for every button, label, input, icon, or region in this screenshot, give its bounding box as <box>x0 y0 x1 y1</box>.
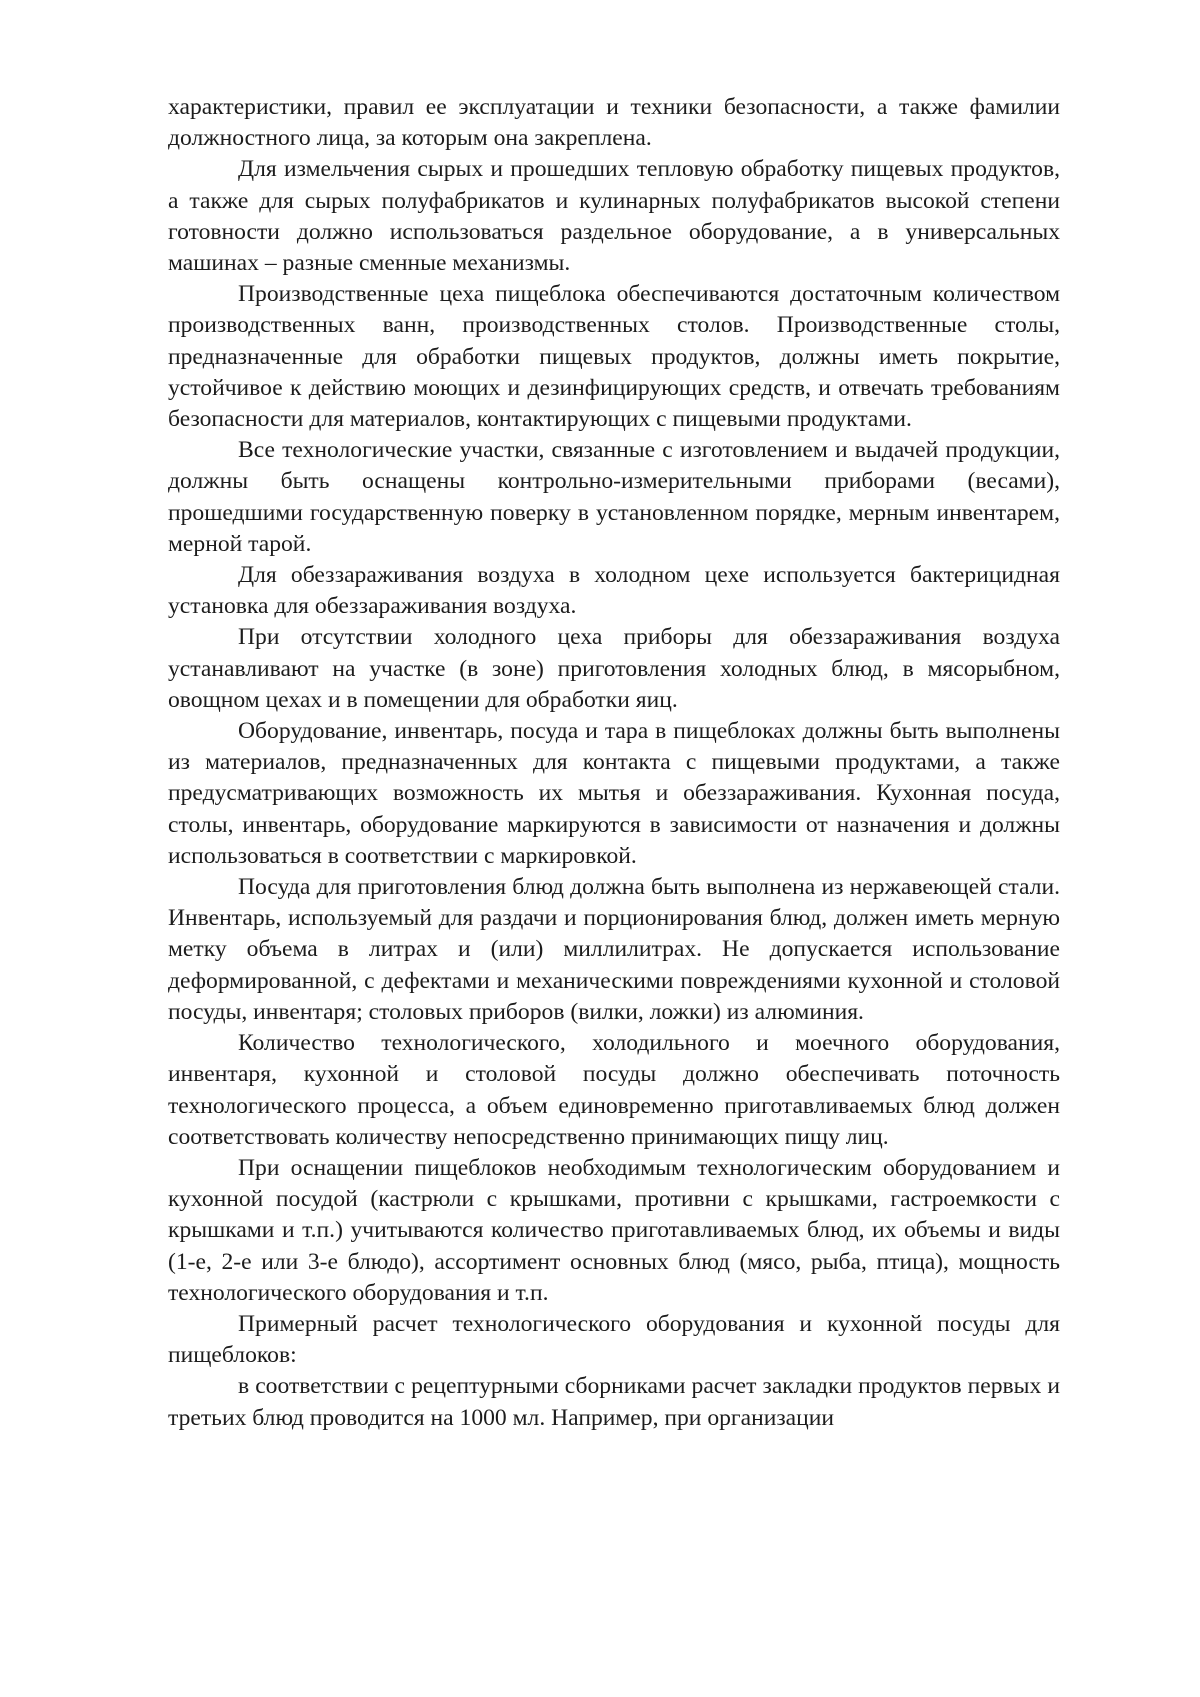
paragraph-equipment-quantity: Количество технологического, холодильного и моечного оборудования, инвентаря, кухонной и столовой посуды должно обеспечивать поточность технологического процесса, а объем единовременно приготавливаемых блюд должен соответствовать количеству непосредственно принимающих пищу лиц. <box>168 1030 1060 1150</box>
paragraph-cookware: Посуда для приготовления блюд должна быть выполнена из нержавеющей стали. Инвентарь, используемый для раздачи и порционирования блюд, должен иметь мерную метку объема в литрах и (или) миллилитрах. Не допускается использование деформированной, с дефектами и механическими повреждениями кухонной и столовой посуды, инвентаря; столовых приборов (вилки, ложки) из алюминия. <box>168 874 1060 1025</box>
paragraph-production-tables: Производственные цеха пищеблока обеспечиваются достаточным количеством производственных ванн, производственных столов. Производственные столы, предназначенные для обработки пищевых продуктов, должны иметь покрытие, устойчивое к действию моющих и дезинфицирующих средств, и отвечать требованиям безопасности для материалов, контактирующих с пищевыми продуктами. <box>168 281 1060 433</box>
paragraph-continuation: характеристики, правил ее эксплуатации и техники безопасности, а также фамилии должностного лица, за которым она закреплена. <box>168 94 1060 152</box>
paragraph-equipment-separation: Для измельчения сырых и прошедших тепловую обработку пищевых продуктов, а также для сырых полуфабрикатов и кулинарных полуфабрикатов высокой степени готовности должно использоваться раздельное оборудование, а в универсальных машинах – разные сменные механизмы. <box>168 156 1060 277</box>
document-page <box>168 92 1060 1434</box>
paragraph-measuring-devices: Все технологические участки, связанные с изготовлением и выдачей продукции, должны быть оснащены контрольно-измерительными приборами (весами), прошедшими государственную поверку в установленном порядке, мерным инвентарем, мерной тарой. <box>168 437 1060 557</box>
paragraph-recipe-calculation: в соответствии с рецептурными сборниками расчет закладки продуктов первых и третьих блюд проводится на 1000 мл. Например, при организации <box>168 1373 1060 1431</box>
paragraph-air-disinfection: Для обеззараживания воздуха в холодном цехе используется бактерицидная установка для обеззараживания воздуха. <box>168 562 1060 620</box>
paragraph-calculation-heading: Примерный расчет технологического оборудования и кухонной посуды для пищеблоков: <box>168 1310 1060 1369</box>
paragraph-equipping: При оснащении пищеблоков необходимым технологическим оборудованием и кухонной посудой (кастрюли с крышками, противни с крышками, гастроемкости с крышками и т.п.) учитываются количество приготавливаемых блюд, их объемы и виды (1-е, 2-е или 3-е блюдо), ассортимент основных блюд (мясо, рыба, птица), мощность технологического оборудования и т.п. <box>168 1154 1060 1306</box>
paragraph-no-cold-shop: При отсутствии холодного цеха приборы для обеззараживания воздуха устанавливают на участке (в зоне) приготовления холодных блюд, в мясорыбном, овощном цехах и в помещении для обработки яиц. <box>168 624 1060 713</box>
paragraph-materials-marking: Оборудование, инвентарь, посуда и тара в пищеблоках должны быть выполнены из материалов, предназначенных для контакта с пищевыми продуктами, а также предусматривающих возможность их мытья и обеззараживания. Кухонная посуда, столы, инвентарь, оборудование маркируются в зависимости от назначения и должны использоваться в соответствии с маркировкой. <box>168 718 1060 869</box>
